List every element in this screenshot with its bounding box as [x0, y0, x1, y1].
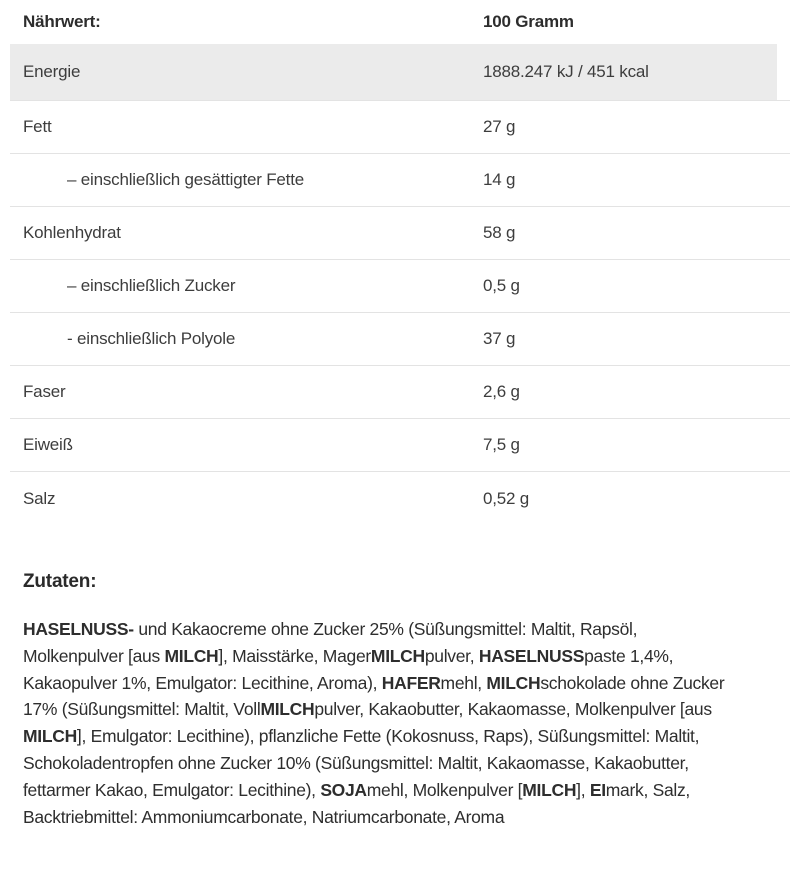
nutrient-value: 14 g	[483, 170, 516, 189]
ingredient-segment: SOJA	[320, 779, 367, 800]
ingredient-segment: ],	[576, 779, 590, 800]
nutrition-row-gesaettigte-fette	[10, 154, 790, 207]
ingredient-segment: mehl,	[440, 672, 487, 693]
nutrient-label: Kohlenhydrat	[23, 223, 121, 242]
nutrient-label: - einschließlich Polyole	[67, 329, 236, 348]
nutrient-value: 2,6 g	[483, 382, 520, 401]
nutrient-value: 0,52 g	[483, 488, 530, 508]
nutrition-row-fett	[10, 101, 790, 154]
nutrient-value: 7,5 g	[483, 435, 520, 454]
ingredient-segment: pulver,	[424, 645, 479, 666]
nutrient-label: Faser	[23, 382, 66, 401]
ingredients-section	[23, 571, 760, 830]
nutrient-label: – einschließlich Zucker	[67, 276, 236, 295]
ingredient-segment: ], Maisstärke, Mager	[218, 645, 371, 666]
nutrient-label: Energie	[23, 62, 81, 81]
ingredient-segment: MILCH	[522, 779, 577, 800]
ingredient-segment: EI	[589, 779, 606, 800]
nutrient-value: 1888.247 kJ / 451 kcal	[483, 62, 649, 81]
ingredient-segment: pulver, Kakaobutter, Kakaomasse, Molkenpulver [aus	[314, 699, 712, 720]
nutrition-row-kohlenhydrat	[10, 207, 790, 260]
ingredient-segment: MILCH	[260, 699, 315, 720]
ingredient-segment: mehl, Molkenpulver [	[366, 779, 523, 800]
nutrient-label: Fett	[23, 117, 52, 136]
nutrition-header-label: Nährwert:	[23, 12, 101, 31]
ingredient-segment: HASELNUSS	[478, 645, 585, 666]
ingredients-heading: Zutaten:	[23, 571, 97, 592]
ingredient-segment: und Kakaocreme ohne Zucker 25% (Süßungsmittel: Maltit, Rapsöl, Molkenpulver [aus	[23, 619, 638, 666]
ingredient-segment: HAFER	[381, 672, 441, 693]
nutrient-label: – einschließlich gesättigter Fette	[67, 170, 304, 189]
nutrition-table	[10, 0, 790, 525]
nutrition-row-zucker	[10, 260, 790, 313]
nutrition-row-faser	[10, 366, 790, 419]
ingredient-segment: MILCH	[164, 645, 219, 666]
nutrient-label: Salz	[23, 488, 56, 508]
nutrient-value: 37 g	[483, 329, 516, 348]
ingredient-segment: paste 1,4%, Kakaopulver 1%, Emulgator: Lecithine, Aroma),	[23, 645, 674, 693]
nutrition-row-salz	[10, 472, 790, 525]
nutrition-header-amount: 100 Gramm	[483, 12, 574, 31]
ingredients-text	[23, 616, 741, 830]
ingredient-segment: ], Emulgator: Lecithine), pflanzliche Fette (Kokosnuss, Raps), Süßungsmittel: Maltit, Schokoladentropfen ohne Zucker 10% (Süßungsmittel: Maltit, Kakaomasse, Kakaobutter, fettarmer Kakao, Emulgator: Lecithine),	[23, 726, 700, 800]
nutrition-table-header-row	[10, 0, 790, 44]
nutrient-value: 27 g	[483, 117, 516, 136]
ingredient-segment: MILCH	[486, 672, 541, 693]
ingredient-segment: HASELNUSS-	[23, 619, 134, 639]
nutrient-value: 0,5 g	[483, 276, 520, 295]
nutrition-row-eiweiss	[10, 419, 790, 472]
ingredient-segment: MILCH	[370, 645, 425, 666]
nutrient-value: 58 g	[483, 223, 516, 242]
ingredient-segment: MILCH	[23, 726, 77, 747]
ingredient-segment: mark, Salz, Backtriebmittel: Ammoniumcarbonate, Natriumcarbonate, Aroma	[23, 779, 690, 827]
ingredient-segment: schokolade ohne Zucker 17% (Süßungsmittel: Maltit, Voll	[23, 672, 725, 720]
nutrition-row-energie	[10, 44, 790, 101]
nutrient-label: Eiweiß	[23, 435, 73, 454]
nutrition-row-polyole	[10, 313, 790, 366]
